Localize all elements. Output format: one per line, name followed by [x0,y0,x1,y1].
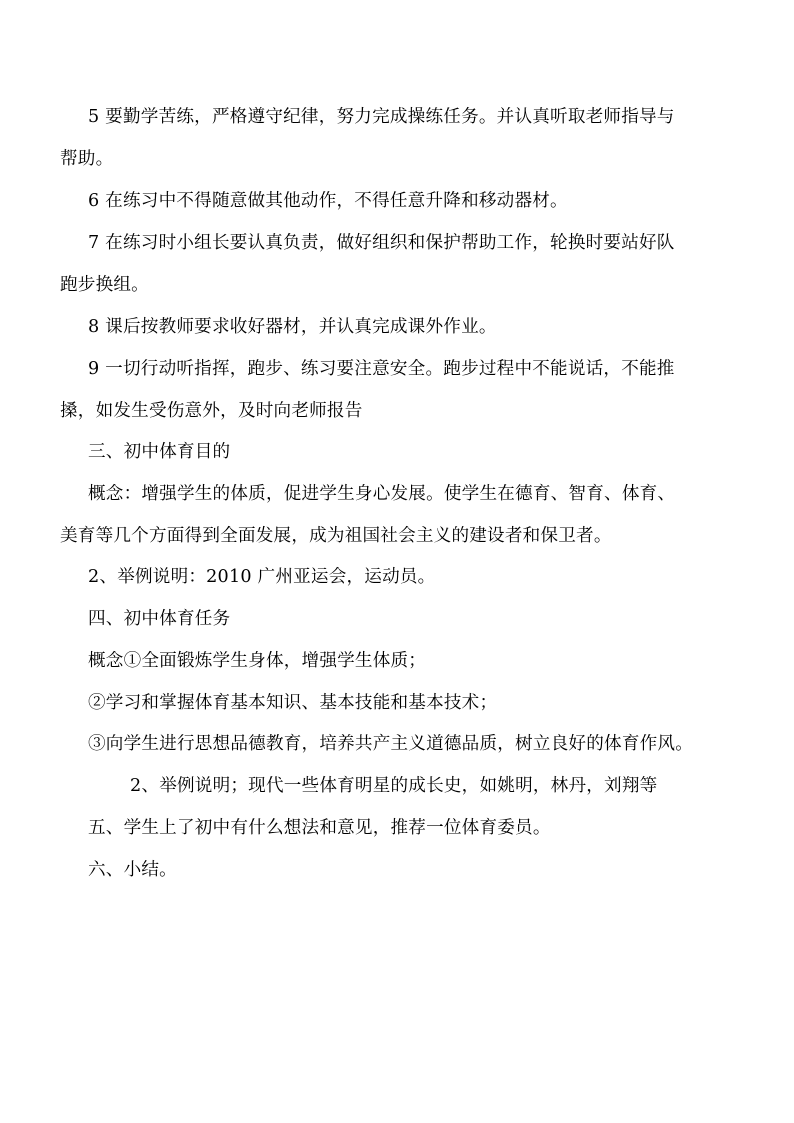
section-3-heading: 三、初中体育目的 [88,442,231,462]
section-4-concept-3: ③向学生进行思想品德教育，培养共产主义道德品质，树立良好的体育作风。 [88,734,693,754]
rule-8: 8 课后按教师要求收好器材，并认真完成课外作业。 [88,317,497,337]
section-3-concept-line-2: 美育等几个方面得到全面发展，成为祖国社会主义的建设者和保卫者。 [60,526,612,546]
section-5-heading: 五、学生上了初中有什么想法和意见，推荐一位体育委员。 [88,818,551,838]
rule-5-line-1: 5 要勤学苦练，严格遵守纪律，努力完成操练任务。并认真听取老师指导与 [88,107,675,127]
rule-6: 6 在练习中不得随意做其他动作，不得任意升降和移动器材。 [88,191,568,211]
rule-7-line-2: 跑步换组。 [60,275,149,295]
section-3-example: 2、举例说明：2010 广州亚运会，运动员。 [88,567,436,587]
rule-9-line-1: 9 一切行动听指挥，跑步、练习要注意安全。跑步过程中不能说话，不能推 [88,359,675,379]
section-3-concept-line-1: 概念：增强学生的体质，促进学生身心发展。使学生在德育、智育、体育、 [88,484,676,504]
section-6-heading: 六、小结。 [88,860,177,880]
section-4-example: 2、举例说明；现代一些体育明星的成长史，如姚明，林丹，刘翔等 [130,776,658,796]
rule-5-line-2: 帮助。 [60,149,114,169]
rule-7-line-1: 7 在练习时小组长要认真负责，做好组织和保护帮助工作，轮换时要站好队 [88,233,675,253]
rule-9-line-2: 搡，如发生受伤意外，及时向老师报告 [60,401,363,421]
section-4-concept-2: ②学习和掌握体育基本知识、基本技能和基本技术； [88,693,498,713]
section-4-concept-1: 概念①全面锻炼学生身体，增强学生体质； [88,651,427,671]
section-4-heading: 四、初中体育任务 [88,609,231,629]
